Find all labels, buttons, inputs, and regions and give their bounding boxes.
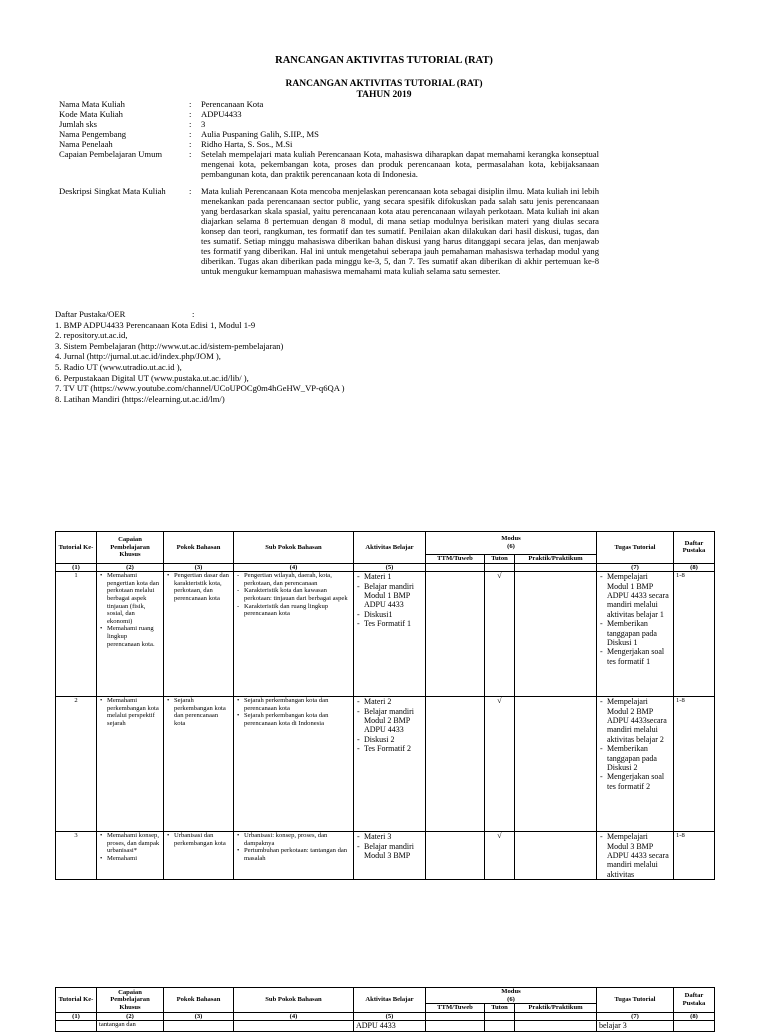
list-item: • Memahami perkembangan kota melalui perspektif sejarah [107,697,161,727]
column-number: (8) [674,1012,715,1021]
list-item: • Pengertian dasar dan karakteristik kota, perkotaan, dan perencanaan kota [174,572,231,602]
list-item: - Karakteristik kota dan kawasan perkotaan: tinjauan dari berbagai aspek [244,587,351,602]
reference-list [55,309,475,404]
list-item: • Sejarah perkembangan kota dan perencanaan kota [174,697,231,727]
header-modus [426,988,597,1004]
info-label: Kode Mata Kuliah [59,109,123,119]
list-item: - Tes Formatif 1 [364,619,423,628]
reference-item: 1. BMP ADPU4433 Perencanaan Kota Edisi 1, Modul 1-9 [55,319,256,330]
header-tugas-tutorial: Tugas Tutorial [597,988,674,1013]
info-label: Nama Pengembang [59,129,127,139]
daftar-cell: 1-8 [674,572,715,697]
info-row-course-name [59,99,599,109]
tutorial-number: 1 [56,572,97,697]
reference-item: 7. TV UT (https://www.youtube.com/channel/UCoUPOCg0m4hGeHW_VP-q6QA ) [55,383,345,394]
praktik-cell [515,572,597,697]
course-info [59,99,599,276]
sub-pokok-cell [234,697,354,832]
reference-heading: Daftar Pustaka/OER [55,309,126,319]
list-item: • Pertumbuhan perkotaan: tantangan dan masalah [244,847,351,862]
column-number [426,563,485,572]
info-row-description [59,186,599,276]
list-item: - Belajar mandiri Modul 3 BMP [364,842,423,861]
info-row-reviewer [59,139,599,149]
year-line: TAHUN 2019 [356,90,412,100]
info-value: 3 [201,119,206,129]
info-row-course-code [59,109,599,119]
tugas-cell [597,572,674,697]
table-header-row [56,532,715,555]
list-item: - Materi 1 [364,572,423,581]
table-row [56,832,715,880]
list-item: - Memberikan tanggapan pada Diskusi 1 [607,619,671,647]
header-ttm: TTM/Tuweb [426,1004,485,1013]
praktik-cell [515,832,597,880]
column-number: (2) [97,1012,164,1021]
column-number: (1) [56,1012,97,1021]
tutorial-number: 3 [56,832,97,880]
aktivitas-cell [354,832,426,880]
document-subtitle [0,79,768,101]
pokok-cell [164,697,234,832]
tutorial-number [56,1021,97,1031]
header-tuton: Tuton [485,555,515,564]
info-colon: : [189,109,192,119]
reference-item: 8. Latihan Mandiri (https://elearning.ut.ac.id/lm/) [55,393,225,404]
info-label: Jumlah sks [59,119,97,129]
pokok-cell [164,832,234,880]
header-ttm: TTM/Tuweb [426,555,485,564]
column-number: (1) [56,563,97,572]
table-header-row [56,988,715,1004]
header-aktivitas-belajar: Aktivitas Belajar [354,532,426,564]
header-tuton: Tuton [485,1004,515,1013]
list-item: - Mengerjakan soal tes formatif 2 [607,772,671,791]
list-item: • Memahami ruang lingkup perencanaan kota. [107,625,161,648]
header-praktik: Praktik/Praktikum [515,1004,597,1013]
pokok-cell [164,1021,234,1031]
column-number: (8) [674,563,715,572]
praktik-cell [515,697,597,832]
header-aktivitas-belajar: Aktivitas Belajar [354,988,426,1013]
column-number: (7) [597,1012,674,1021]
info-row-sks [59,119,599,129]
daftar-cell [674,1021,715,1031]
list-item: - Mempelajari Modul 2 BMP ADPU 4433secara mandiri melalui aktivitas belajar 2 [607,697,671,744]
column-number: (4) [234,1012,354,1021]
list-item: - Mempelajari Modul 3 BMP ADPU 4433 secara mandiri melalui aktivitas [607,832,671,879]
tugas-cell: belajar 3 [597,1021,674,1031]
header-daftar-pustaka: Daftar Pustaka [674,988,715,1013]
subtitle-line: RANCANGAN AKTIVITAS TUTORIAL (RAT) [285,79,483,89]
list-item: - Diskusi 2 [364,735,423,744]
header-pokok-bahasan: Pokok Bahasan [164,532,234,564]
info-colon: : [189,129,192,139]
info-value: Mata kuliah Perencanaan Kota mencoba menjelaskan perencanaan kota sebagai disiplin ilmu. Mata kuliah ini lebih menekankan pada perencanaan sector public, yang secara spesifik difokuskan pada salah satu jenis perencanaan yang berdasarkan skala spasial, yaitu perencanaan kota atau perencanaan wilayah perkotaan. Mata kuliah ini akan diajarkan selama 8 pertemuan dengan 8 modul, di mana setiap modulnya berisikan materi yang diulas secara konsep dan teori, rangkuman, tes formatif dan tes sumatif. Penilaian akan dilakukan dari hasil diskusi, tugas, dan tes sumatif. Setiap minggu mahasiswa diberikan bahan diskusi yang harus ditanggapi secara jelas, dan menjawab tes formatif yang diberikan. Hal ini untuk mengetahui seberapa jauh pemahaman mahasiswa terhadap modul yang diberikan. Tugas akan diberikan pada minggu ke-3, 5, dan 7. Tes sumatif akan diberikan di akhir pertemuan ke-8 untuk mengukur kemampuan mahasiswa memahami mata kuliah selama satu semester. [201,186,599,276]
list-item: - Diskusi1 [364,610,423,619]
header-pokok-bahasan: Pokok Bahasan [164,988,234,1013]
info-label: Deskripsi Singkat Mata Kuliah [59,186,166,196]
tutorial-activity-table-continued [55,987,715,1032]
list-item: - Materi 2 [364,697,423,706]
capaian-cell [97,572,164,697]
header-tutorial: Tutorial Ke- [56,532,97,564]
column-number: (5) [354,563,426,572]
reference-item: 3. Sistem Pembelajaran (http://www.ut.ac.id/sistem-pembelajaran) [55,340,284,351]
header-tugas-tutorial: Tugas Tutorial [597,532,674,564]
info-value: Perencanaan Kota [201,99,264,109]
list-item: • Sejarah perkembangan kota dan perencanaan kota di Indonesia [244,712,351,727]
list-item: - Materi 3 [364,832,423,841]
info-value: Aulia Puspaning Galih, S.IIP., MS [201,129,319,139]
column-number: (5) [354,1012,426,1021]
list-item: - Pengertian wilayah, daerah, kota, perkotaan, dan perencanaan [244,572,351,587]
list-item: - Karakteristik dan ruang lingkup perencanaan kota [244,603,351,618]
list-item: • Memahami pengertian kota dan perkotaan melalui berbagai aspek tinjauan (fisik, sosial, dan ekonomi) [107,572,161,625]
list-item: - Belajar mandiri Modul 2 BMP ADPU 4433 [364,707,423,735]
pokok-cell [164,572,234,697]
tutorial-number: 2 [56,697,97,832]
header-capaian: Capaian Pembelajaran Khusus [97,988,164,1013]
header-daftar-pustaka: Daftar Pustaka [674,532,715,564]
table-row [56,572,715,697]
aktivitas-cell: ADPU 4433 [354,1021,426,1031]
table-row [56,697,715,832]
list-item: • Memahami konsep, proses, dan dampak urbanisasi* [107,832,161,855]
info-colon: : [189,186,192,196]
list-item: - Mengerjakan soal tes formatif 1 [607,647,671,666]
reference-item: 4. Jurnal (http://jurnal.ut.ac.id/index.php/JOM ), [55,351,221,362]
column-number: (4) [234,563,354,572]
header-modus-number: (6) [507,995,515,1003]
column-number [485,1012,515,1021]
column-number: (7) [597,563,674,572]
list-item: - Belajar mandiri Modul 1 BMP ADPU 4433 [364,582,423,610]
aktivitas-cell [354,697,426,832]
header-sub-pokok-bahasan: Sub Pokok Bahasan [234,988,354,1013]
column-number: (2) [97,563,164,572]
column-number-row [56,1012,715,1021]
column-number [426,1012,485,1021]
capaian-cell: tantangan dan [97,1021,164,1031]
info-row-learning-outcome [59,149,599,179]
ttm-cell [426,572,485,697]
info-colon: : [189,119,192,129]
header-modus-number: (6) [507,543,515,550]
list-item: • Urbanisasi: konsep, proses, dan dampaknya [244,832,351,847]
column-number [515,563,597,572]
capaian-cell [97,832,164,880]
column-number: (3) [164,563,234,572]
column-number: (3) [164,1012,234,1021]
ttm-cell [426,1021,485,1031]
sub-pokok-cell [234,832,354,880]
list-item: • Memahami [107,855,161,863]
sub-pokok-cell [234,572,354,697]
ttm-cell [426,832,485,880]
daftar-cell: 1-8 [674,832,715,880]
ttm-cell [426,697,485,832]
reference-colon: : [192,309,195,319]
column-number-row [56,563,715,572]
table-row [56,1021,715,1031]
info-label: Nama Penelaah [59,139,113,149]
header-sub-pokok-bahasan: Sub Pokok Bahasan [234,532,354,564]
tuton-check: √ [485,832,515,880]
list-item: - Mempelajari Modul 1 BMP ADPU 4433 secara mandiri melalui aktivitas belajar 1 [607,572,671,619]
tuton-check: √ [485,697,515,832]
column-number [515,1012,597,1021]
aktivitas-cell [354,572,426,697]
reference-item: 6. Perpustakaan Digital UT (www.pustaka.ut.ac.id/lib/ ), [55,372,249,383]
header-modus-label: Modus [501,988,521,995]
list-item: • Urbanisasi dan perkembangan kota [174,832,231,847]
sub-pokok-cell [234,1021,354,1031]
list-item: - Tes Formatif 2 [364,744,423,753]
tuton-check: √ [485,572,515,697]
info-label: Capaian Pembelajaran Umum [59,149,163,159]
header-capaian: Capaian Pembelajaran Khusus [97,532,164,564]
reference-item: 2. repository.ut.ac.id, [55,330,128,341]
list-item: • Sejarah perkembangan kota dan perencanaan kota [244,697,351,712]
header-modus [426,532,597,555]
header-tutorial: Tutorial Ke- [56,988,97,1013]
tugas-cell [597,697,674,832]
reference-heading-row [55,309,475,320]
tutorial-activity-table [55,531,715,880]
info-value: Setelah mempelajari mata kuliah Perencanaan Kota, mahasiswa diharapkan dapat memahami kerangka konseptual mengenai kota, pekembangan kota, proses dan produk perencanaan kota, permasalahan kota, kebijaksanaan pembangunan kota, dan praktik perencanaan kota di Indonesia. [201,149,599,179]
reference-item: 5. Radio UT (www.utradio.ut.ac.id ), [55,361,182,372]
list-item: - Memberikan tanggapan pada Diskusi 2 [607,744,671,772]
capaian-cell [97,697,164,832]
info-colon: : [189,149,192,159]
document-title: RANCANGAN AKTIVITAS TUTORIAL (RAT) [275,55,493,66]
info-value: ADPU4433 [201,109,242,119]
header-modus-label: Modus [501,535,521,543]
tuton-cell [485,1021,515,1031]
info-value: Ridho Harta, S. Sos., M.Si [201,139,293,149]
tugas-cell [597,832,674,880]
praktik-cell [515,1021,597,1031]
info-colon: : [189,139,192,149]
info-label: Nama Mata Kuliah [59,99,125,109]
header-praktik: Praktik/Praktikum [515,555,597,564]
info-colon: : [189,99,192,109]
info-row-developer [59,129,599,139]
daftar-cell: 1-8 [674,697,715,832]
